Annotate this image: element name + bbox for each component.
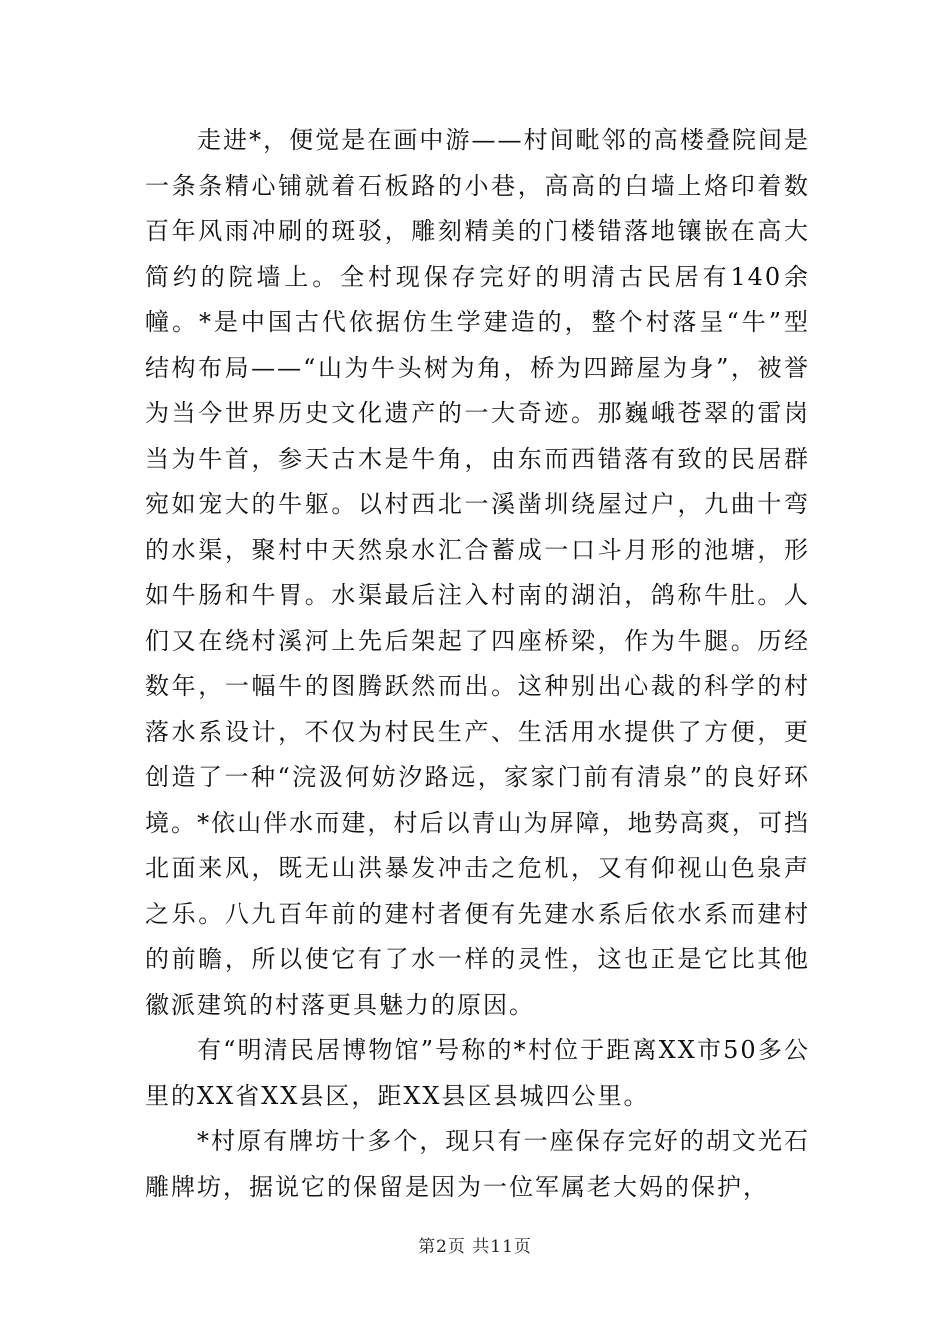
document-body (145, 118, 810, 1210)
paragraph-1: 走进*，便觉是在画中游——村间毗邻的高楼叠院间是一条条精心铺就着石板路的小巷，高高的白墙上烙印着数百年风雨冲刷的斑驳，雕刻精美的门楼错落地镶嵌在高大简约的院墙上。全村现保存完好的明清古民居有140余幢。*是中国古代依据仿生学建造的，整个村落呈“牛”型结构布局——“山为牛头树为角，桥为四蹄屋为身”，被誉为当今世界历史文化遗产的一大奇迹。那巍峨苍翠的雷岗当为牛首，参天古木是牛角，由东而西错落有致的民居群宛如宠大的牛躯。以村西北一溪凿圳绕屋过户，九曲十弯的水渠，聚村中天然泉水汇合蓄成一口斗月形的池塘，形如牛肠和牛胃。水渠最后注入村南的湖泊，鸽称牛肚。人们又在绕村溪河上先后架起了四座桥梁，作为牛腿。历经数年，一幅牛的图腾跃然而出。这种别出心裁的科学的村落水系设计，不仅为村民生产、生活用水提供了方便，更创造了一种“浣汲何妨汐路远，家家门前有清泉”的良好环境。*依山伴水而建，村后以青山为屏障，地势高爽，可挡北面来风，既无山洪暴发冲击之危机，又有仰视山色泉声之乐。八九百年前的建村者便有先建水系后依水系而建村的前瞻，所以使它有了水一样的灵性，这也正是它比其他徽派建筑的村落更具魅力的原因。 (145, 126, 810, 1019)
paragraph-3: *村原有牌坊十多个，现只有一座保存完好的胡文光石雕牌坊，据说它的保留是因为一位军属老大妈的保护， (145, 1127, 810, 1201)
page-footer: 第2页 共11页 (418, 1237, 532, 1257)
paragraph-2: 有“明清民居博物馆”号称的*村位于距离XX市50多公里的XX省XX县区，距XX县区县城四公里。 (145, 1036, 810, 1110)
